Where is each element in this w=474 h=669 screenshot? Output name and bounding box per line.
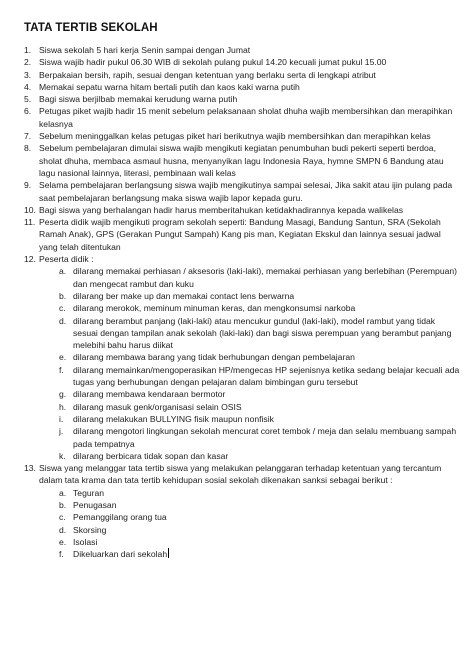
sub-item [59,450,460,462]
sub-item-letter: d. [59,524,67,535]
rule-body [39,253,460,462]
rule-body [39,142,460,179]
sub-item-text: Pemanggilang orang tua [73,512,167,523]
rule-number: 3. [24,69,32,80]
sub-item-letter: c. [59,512,66,523]
rule-item [24,216,460,253]
sub-item-text: dilarang ber make up dan memakai contact lens berwarna [73,290,295,301]
text-cursor [168,548,169,558]
rule-text: Siswa yang melanggar tata tertib siswa yang melakukan pelanggaran terhadap ketentuan yang tercantum dalam tata krama dan tata tertib kehidupan sosial sekolah dikenakan sanksi sebagai berikut : [39,463,442,486]
sub-item-letter: e. [59,352,67,363]
sub-item [59,290,460,302]
rule-item [24,93,460,105]
sub-item-text: dilarang berbicara tidak sopan dan kasar [73,450,229,461]
rule-body [39,462,460,560]
sub-list [39,265,460,462]
sub-item-letter: b. [59,499,67,510]
rule-number: 7. [24,131,32,142]
rule-text: Peserta didik wajib mengikuti program sekolah seperti: Bandung Masagi, Bandung Santun, SRA (Sekolah Ramah Anak), GPS (Gerakan Pungut Sampah) Kang pis man, Kegiatan Ekskul dan lainnya sesuai jadwal yang telah ditentukan [39,217,441,252]
sub-item-letter: k. [59,450,66,461]
sub-item-text: dilarang memakai perhiasan / aksesoris (laki-laki), memakai perhiasan yang berlebihan (Perempuan) dan mengecat rambut dan kuku [73,266,458,289]
rule-item [24,142,460,179]
sub-item [59,524,460,536]
sub-item [59,315,460,352]
rule-number: 6. [24,106,32,117]
rule-number: 1. [24,45,32,55]
sub-item [59,536,460,548]
rule-item [24,204,460,216]
sub-item-text: dilarang mengotori lingkungan sekolah mencurat coret tembok / meja dan selalu membuang sampah pada tempatnya [73,426,457,449]
sub-item-letter: h. [59,401,67,412]
rule-body [39,204,460,216]
sub-item-letter: a. [59,487,67,498]
sub-item-letter: i. [59,413,64,424]
sub-item [59,487,460,499]
rule-item [24,130,460,142]
rule-item [24,69,460,81]
sub-item [59,548,460,560]
rule-body [39,93,460,105]
rule-text: Selama pembelajaran berlangsung siswa wajib mengikutinya sampai selesai, Jika sakit atau ijin pulang pada saat pembelajaran berlangsung maka siswa wajib lapor kepada guru. [39,180,453,203]
sub-item-text: Dikeluarkan dari sekolah [73,549,168,560]
sub-item-letter: b. [59,290,67,301]
rule-item [24,56,460,68]
sub-item-letter: j. [59,426,64,437]
rule-body [39,81,460,93]
rule-text: Sebelum meninggalkan kelas petugas piket hari berikutnya wajib membersihkan dan merapihkan kelas [39,131,431,142]
rule-body [39,130,460,142]
rule-text: Petugas piket wajib hadir 15 menit sebelum pelaksanaan sholat dhuha wajib membersihkan dan merapihkan kelasnya [39,106,453,129]
sub-item-text: Isolasi [73,536,98,547]
sub-item-text: dilarang membawa barang yang tidak berhubungan dengan pembelajaran [73,352,355,363]
rule-number: 5. [24,94,32,105]
sub-item-letter: f. [59,364,64,375]
rule-number: 9. [24,180,32,191]
sub-item [59,401,460,413]
sub-item [59,302,460,314]
rule-text: Sebelum pembelajaran dimulai siswa wajib mengikuti kegiatan penumbuhan budi pekerti seperti berdoa, sholat dhuha, membaca asmaul husna, menyanyikan lagu Indonesia Raya, hymne SMPN 6 Bandung atau lagu nasional lainnya, literasi, pembinaan wali kelas [39,143,444,178]
sub-item-text: Skorsing [73,524,107,535]
rule-body [39,216,460,253]
sub-item-letter: e. [59,536,67,547]
rule-body [39,179,460,204]
sub-item [59,265,460,290]
rule-item [24,179,460,204]
sub-item [59,388,460,400]
sub-item-letter: c. [59,303,66,314]
sub-item-letter: f. [59,549,64,560]
sub-item-text: Penugasan [73,499,117,510]
sub-item-letter: a. [59,266,67,277]
sub-item-text: dilarang berambut panjang (laki-laki) atau mencukur gundul (laki-laki), model rambut yang tidak sesuai dengan tampilan anak sekolah (laki-laki) dan bagi siswa perempuan yang berambut panjang melebihi bahu harus diikat [73,315,452,351]
rule-text: Berpakaian bersih, rapih, sesuai dengan ketentuan yang berlaku serta di lengkapi atribut [39,69,376,80]
rule-number: 2. [24,57,32,68]
rule-item [24,44,460,56]
sub-item [59,364,460,389]
rule-number: 4. [24,81,32,92]
sub-item [59,499,460,511]
sub-item-text: dilarang masuk genk/organisasi selain OSIS [73,401,242,412]
rule-text: Siswa sekolah 5 hari kerja Senin sampai dengan Jumat [39,45,251,55]
document-title: TATA TERTIB SEKOLAH [24,22,158,34]
rule-item [24,81,460,93]
rule-number: 10. [24,204,36,215]
rule-number: 8. [24,143,32,154]
sub-item [59,351,460,363]
rule-text: Bagi siswa yang berhalangan hadir harus memberitahukan ketidakhadirannya kepada walikelas [39,204,404,215]
sub-item [59,413,460,425]
rule-text: Siswa wajib hadir pukul 06.30 WIB di sekolah pulang pukul 14.20 kecuali jumat pukul 15.00 [39,57,387,68]
rule-item [24,462,460,560]
rule-number: 12. [24,254,36,265]
rule-number: 13. [24,463,36,474]
sub-item-letter: d. [59,315,67,326]
sub-item [59,425,460,450]
rule-body [39,44,460,56]
sub-item-letter: g. [59,389,67,400]
sub-item-text: dilarang membawa kendaraan bermotor [73,389,226,400]
sub-item-text: dilarang melakukan BULLYING fisik maupun nonfisik [73,413,274,424]
rule-text: Peserta didik : [39,254,94,265]
sub-item-text: Teguran [73,487,105,498]
sub-item-text: dilarang merokok, meminum minuman keras, dan mengkonsumsi narkoba [73,303,356,314]
rule-number: 11. [24,217,36,228]
rule-text: Bagi siswa berjilbab memakai kerudung warna putih [39,94,238,105]
sub-list [39,487,460,561]
rule-body [39,69,460,81]
sub-item [59,511,460,523]
rule-item [24,105,460,130]
rules-list [24,44,460,560]
rule-item [24,253,460,462]
rule-body [39,105,460,130]
sub-item-text: dilarang memainkan/mengoperasikan HP/mengecas HP sejenisnya ketika sedang belajar kecuali ada tugas yang berhubungan dengan pelajaran dalam bimbingan guru tersebut [73,364,460,388]
rule-text: Memakai sepatu warna hitam bertali putih dan kaos kaki warna putih [39,81,300,92]
rule-body [39,56,460,68]
